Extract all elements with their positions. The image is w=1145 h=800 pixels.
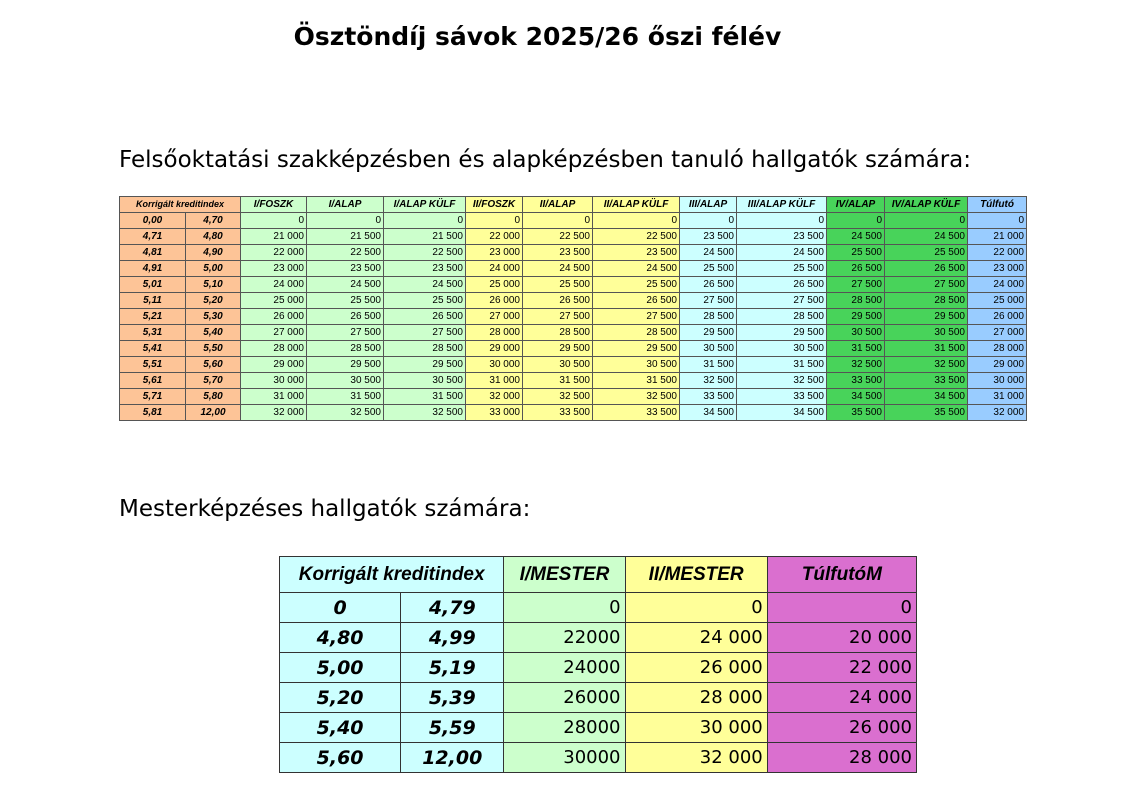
amount-cell: 31 500 bbox=[593, 373, 680, 389]
amount-cell: 0 bbox=[737, 213, 827, 229]
kreditindex-cell: 4,80 bbox=[186, 229, 241, 245]
kreditindex-cell: 5,60 bbox=[186, 357, 241, 373]
table-row bbox=[120, 405, 1027, 421]
amount-cell: 0 bbox=[504, 593, 625, 623]
amount-cell: 30 500 bbox=[827, 325, 885, 341]
amount-cell: 30 500 bbox=[307, 373, 384, 389]
amount-cell: 28 500 bbox=[827, 293, 885, 309]
amount-cell: 31 500 bbox=[307, 389, 384, 405]
bachelor-scholarship-table bbox=[119, 196, 1027, 421]
amount-cell: 21 500 bbox=[307, 229, 384, 245]
amount-cell: 0 bbox=[307, 213, 384, 229]
column-header: I/ALAP KÜLF bbox=[384, 197, 466, 213]
amount-cell: 25 500 bbox=[523, 277, 593, 293]
amount-cell: 30000 bbox=[504, 743, 625, 773]
kreditindex-cell: 4,90 bbox=[186, 245, 241, 261]
amount-cell: 32 500 bbox=[523, 389, 593, 405]
amount-cell: 29 500 bbox=[737, 325, 827, 341]
amount-cell: 0 bbox=[593, 213, 680, 229]
column-header: IV/ALAP KÜLF bbox=[885, 197, 968, 213]
amount-cell: 32 500 bbox=[737, 373, 827, 389]
amount-cell: 25 500 bbox=[827, 245, 885, 261]
amount-cell: 28 500 bbox=[737, 309, 827, 325]
kreditindex-cell: 5,40 bbox=[186, 325, 241, 341]
page-title: Ösztöndíj sávok 2025/26 őszi félév bbox=[293, 22, 782, 51]
amount-cell: 29 500 bbox=[827, 309, 885, 325]
column-header: III/ALAP bbox=[680, 197, 737, 213]
amount-cell: 32 500 bbox=[885, 357, 968, 373]
amount-cell: 28 500 bbox=[885, 293, 968, 309]
kreditindex-cell: 5,41 bbox=[120, 341, 186, 357]
amount-cell: 32 500 bbox=[384, 405, 466, 421]
amount-cell: 27 000 bbox=[241, 325, 307, 341]
column-header: I/ALAP bbox=[307, 197, 384, 213]
amount-cell: 33 500 bbox=[827, 373, 885, 389]
amount-cell: 26 500 bbox=[680, 277, 737, 293]
amount-cell: 31 500 bbox=[827, 341, 885, 357]
amount-cell: 22 500 bbox=[384, 245, 466, 261]
amount-cell: 23 500 bbox=[737, 229, 827, 245]
table-row bbox=[280, 653, 917, 683]
table-row bbox=[120, 341, 1027, 357]
kreditindex-cell: 12,00 bbox=[401, 743, 504, 773]
table-row bbox=[120, 245, 1027, 261]
amount-cell: 0 bbox=[827, 213, 885, 229]
amount-cell: 26 500 bbox=[737, 277, 827, 293]
amount-cell: 27 000 bbox=[968, 325, 1027, 341]
amount-cell: 31 500 bbox=[680, 357, 737, 373]
table-header-row bbox=[280, 557, 917, 593]
kreditindex-cell: 5,31 bbox=[120, 325, 186, 341]
amount-cell: 24 000 bbox=[625, 623, 767, 653]
amount-cell: 24 000 bbox=[767, 683, 916, 713]
amount-cell: 25 500 bbox=[593, 277, 680, 293]
kreditindex-cell: 5,20 bbox=[186, 293, 241, 309]
kreditindex-cell: 5,80 bbox=[186, 389, 241, 405]
amount-cell: 28 500 bbox=[523, 325, 593, 341]
amount-cell: 26 500 bbox=[593, 293, 680, 309]
kreditindex-cell: 5,60 bbox=[280, 743, 401, 773]
kreditindex-cell: 0,00 bbox=[120, 213, 186, 229]
column-header: Túlfutó bbox=[968, 197, 1027, 213]
amount-cell: 29 500 bbox=[593, 341, 680, 357]
amount-cell: 26 000 bbox=[625, 653, 767, 683]
amount-cell: 33 500 bbox=[737, 389, 827, 405]
amount-cell: 34 500 bbox=[885, 389, 968, 405]
amount-cell: 33 500 bbox=[885, 373, 968, 389]
amount-cell: 25 000 bbox=[466, 277, 523, 293]
amount-cell: 25 500 bbox=[384, 293, 466, 309]
amount-cell: 26 000 bbox=[767, 713, 916, 743]
amount-cell: 34 500 bbox=[827, 389, 885, 405]
amount-cell: 22 500 bbox=[593, 229, 680, 245]
amount-cell: 28 000 bbox=[767, 743, 916, 773]
amount-cell: 24 500 bbox=[680, 245, 737, 261]
amount-cell: 31 000 bbox=[968, 389, 1027, 405]
table-row bbox=[280, 623, 917, 653]
amount-cell: 35 500 bbox=[885, 405, 968, 421]
amount-cell: 26 500 bbox=[827, 261, 885, 277]
amount-cell: 30 000 bbox=[968, 373, 1027, 389]
amount-cell: 23 500 bbox=[523, 245, 593, 261]
column-header: TúlfutóM bbox=[767, 557, 916, 593]
amount-cell: 26 000 bbox=[241, 309, 307, 325]
amount-cell: 26 000 bbox=[968, 309, 1027, 325]
amount-cell: 32 000 bbox=[241, 405, 307, 421]
amount-cell: 27 500 bbox=[827, 277, 885, 293]
column-header: II/ALAP KÜLF bbox=[593, 197, 680, 213]
amount-cell: 22 000 bbox=[767, 653, 916, 683]
amount-cell: 28 000 bbox=[241, 341, 307, 357]
amount-cell: 29 000 bbox=[968, 357, 1027, 373]
column-header: IV/ALAP bbox=[827, 197, 885, 213]
kreditindex-cell: 5,71 bbox=[120, 389, 186, 405]
amount-cell: 33 500 bbox=[523, 405, 593, 421]
amount-cell: 30 500 bbox=[523, 357, 593, 373]
amount-cell: 29 000 bbox=[241, 357, 307, 373]
amount-cell: 30 000 bbox=[466, 357, 523, 373]
amount-cell: 27 500 bbox=[384, 325, 466, 341]
amount-cell: 28 500 bbox=[384, 341, 466, 357]
table-row bbox=[120, 261, 1027, 277]
amount-cell: 23 000 bbox=[241, 261, 307, 277]
amount-cell: 27 500 bbox=[885, 277, 968, 293]
amount-cell: 26 500 bbox=[384, 309, 466, 325]
amount-cell: 25 000 bbox=[968, 293, 1027, 309]
kreditindex-cell: 5,11 bbox=[120, 293, 186, 309]
amount-cell: 29 500 bbox=[885, 309, 968, 325]
amount-cell: 0 bbox=[384, 213, 466, 229]
amount-cell: 23 000 bbox=[968, 261, 1027, 277]
kreditindex-cell: 5,00 bbox=[280, 653, 401, 683]
amount-cell: 27 500 bbox=[680, 293, 737, 309]
kreditindex-cell: 5,61 bbox=[120, 373, 186, 389]
amount-cell: 24000 bbox=[504, 653, 625, 683]
amount-cell: 31 000 bbox=[466, 373, 523, 389]
table-row bbox=[120, 373, 1027, 389]
column-header: I/MESTER bbox=[504, 557, 625, 593]
amount-cell: 0 bbox=[241, 213, 307, 229]
amount-cell: 32 000 bbox=[466, 389, 523, 405]
table-row bbox=[120, 213, 1027, 229]
amount-cell: 24 000 bbox=[466, 261, 523, 277]
table-header-row bbox=[120, 197, 1027, 213]
amount-cell: 33 500 bbox=[593, 405, 680, 421]
amount-cell: 31 500 bbox=[384, 389, 466, 405]
amount-cell: 22000 bbox=[504, 623, 625, 653]
amount-cell: 24 500 bbox=[737, 245, 827, 261]
table-row bbox=[120, 357, 1027, 373]
amount-cell: 35 500 bbox=[827, 405, 885, 421]
amount-cell: 24 500 bbox=[593, 261, 680, 277]
amount-cell: 26 500 bbox=[307, 309, 384, 325]
amount-cell: 28000 bbox=[504, 713, 625, 743]
section-heading-master: Mesterképzéses hallgatók számára: bbox=[119, 496, 531, 522]
column-header: Korrigált kreditindex bbox=[120, 197, 241, 213]
amount-cell: 29 500 bbox=[384, 357, 466, 373]
amount-cell: 32 000 bbox=[625, 743, 767, 773]
kreditindex-cell: 5,40 bbox=[280, 713, 401, 743]
amount-cell: 22 000 bbox=[968, 245, 1027, 261]
table-row bbox=[120, 325, 1027, 341]
amount-cell: 26 000 bbox=[466, 293, 523, 309]
amount-cell: 24 500 bbox=[885, 229, 968, 245]
kreditindex-cell: 5,00 bbox=[186, 261, 241, 277]
amount-cell: 21 000 bbox=[968, 229, 1027, 245]
column-header: II/MESTER bbox=[625, 557, 767, 593]
kreditindex-cell: 5,10 bbox=[186, 277, 241, 293]
amount-cell: 21 000 bbox=[241, 229, 307, 245]
kreditindex-cell: 5,30 bbox=[186, 309, 241, 325]
amount-cell: 28 000 bbox=[625, 683, 767, 713]
amount-cell: 22 000 bbox=[241, 245, 307, 261]
table-row bbox=[280, 593, 917, 623]
kreditindex-cell: 5,81 bbox=[120, 405, 186, 421]
amount-cell: 31 500 bbox=[885, 341, 968, 357]
amount-cell: 25 500 bbox=[885, 245, 968, 261]
kreditindex-cell: 4,91 bbox=[120, 261, 186, 277]
amount-cell: 28 500 bbox=[307, 341, 384, 357]
column-header: I/FOSZK bbox=[241, 197, 307, 213]
amount-cell: 30 500 bbox=[680, 341, 737, 357]
table-row bbox=[280, 683, 917, 713]
amount-cell: 32 500 bbox=[827, 357, 885, 373]
amount-cell: 22 000 bbox=[466, 229, 523, 245]
amount-cell: 30 500 bbox=[885, 325, 968, 341]
amount-cell: 28 000 bbox=[466, 325, 523, 341]
table-row bbox=[280, 743, 917, 773]
kreditindex-cell: 5,19 bbox=[401, 653, 504, 683]
amount-cell: 23 500 bbox=[680, 229, 737, 245]
amount-cell: 26 500 bbox=[523, 293, 593, 309]
amount-cell: 28 000 bbox=[968, 341, 1027, 357]
amount-cell: 24 500 bbox=[827, 229, 885, 245]
kreditindex-cell: 4,79 bbox=[401, 593, 504, 623]
amount-cell: 26000 bbox=[504, 683, 625, 713]
amount-cell: 29 500 bbox=[307, 357, 384, 373]
table-row bbox=[120, 389, 1027, 405]
amount-cell: 23 500 bbox=[384, 261, 466, 277]
amount-cell: 32 500 bbox=[680, 373, 737, 389]
kreditindex-cell: 5,20 bbox=[280, 683, 401, 713]
kreditindex-cell: 5,01 bbox=[120, 277, 186, 293]
amount-cell: 31 500 bbox=[523, 373, 593, 389]
column-header: III/ALAP KÜLF bbox=[737, 197, 827, 213]
amount-cell: 0 bbox=[680, 213, 737, 229]
amount-cell: 22 500 bbox=[523, 229, 593, 245]
amount-cell: 32 000 bbox=[968, 405, 1027, 421]
kreditindex-cell: 4,81 bbox=[120, 245, 186, 261]
amount-cell: 0 bbox=[968, 213, 1027, 229]
amount-cell: 0 bbox=[885, 213, 968, 229]
amount-cell: 27 000 bbox=[466, 309, 523, 325]
amount-cell: 23 500 bbox=[307, 261, 384, 277]
kreditindex-cell: 5,21 bbox=[120, 309, 186, 325]
column-header: Korrigált kreditindex bbox=[280, 557, 504, 593]
amount-cell: 24 000 bbox=[968, 277, 1027, 293]
table-row bbox=[120, 229, 1027, 245]
amount-cell: 26 500 bbox=[885, 261, 968, 277]
kreditindex-cell: 5,51 bbox=[120, 357, 186, 373]
amount-cell: 20 000 bbox=[767, 623, 916, 653]
amount-cell: 23 500 bbox=[593, 245, 680, 261]
amount-cell: 33 000 bbox=[466, 405, 523, 421]
amount-cell: 29 000 bbox=[466, 341, 523, 357]
table-row bbox=[120, 277, 1027, 293]
amount-cell: 31 500 bbox=[737, 357, 827, 373]
amount-cell: 34 500 bbox=[680, 405, 737, 421]
amount-cell: 29 500 bbox=[680, 325, 737, 341]
amount-cell: 24 500 bbox=[523, 261, 593, 277]
kreditindex-cell: 5,59 bbox=[401, 713, 504, 743]
amount-cell: 30 000 bbox=[625, 713, 767, 743]
amount-cell: 29 500 bbox=[523, 341, 593, 357]
amount-cell: 32 500 bbox=[307, 405, 384, 421]
amount-cell: 24 500 bbox=[307, 277, 384, 293]
amount-cell: 30 500 bbox=[593, 357, 680, 373]
kreditindex-cell: 5,70 bbox=[186, 373, 241, 389]
column-header: II/ALAP bbox=[523, 197, 593, 213]
amount-cell: 25 500 bbox=[680, 261, 737, 277]
amount-cell: 27 500 bbox=[737, 293, 827, 309]
amount-cell: 32 500 bbox=[593, 389, 680, 405]
amount-cell: 28 500 bbox=[593, 325, 680, 341]
amount-cell: 30 000 bbox=[241, 373, 307, 389]
kreditindex-cell: 4,71 bbox=[120, 229, 186, 245]
table-row bbox=[120, 309, 1027, 325]
section-heading-bachelor: Felsőoktatási szakképzésben és alapképzésben tanuló hallgatók számára: bbox=[119, 147, 971, 173]
amount-cell: 25 000 bbox=[241, 293, 307, 309]
table-row bbox=[120, 293, 1027, 309]
amount-cell: 33 500 bbox=[680, 389, 737, 405]
kreditindex-cell: 0 bbox=[280, 593, 401, 623]
amount-cell: 30 500 bbox=[737, 341, 827, 357]
table-row bbox=[280, 713, 917, 743]
amount-cell: 27 500 bbox=[307, 325, 384, 341]
amount-cell: 24 500 bbox=[384, 277, 466, 293]
amount-cell: 23 000 bbox=[466, 245, 523, 261]
amount-cell: 22 500 bbox=[307, 245, 384, 261]
amount-cell: 0 bbox=[523, 213, 593, 229]
kreditindex-cell: 4,99 bbox=[401, 623, 504, 653]
amount-cell: 25 500 bbox=[737, 261, 827, 277]
kreditindex-cell: 4,70 bbox=[186, 213, 241, 229]
amount-cell: 24 000 bbox=[241, 277, 307, 293]
kreditindex-cell: 4,80 bbox=[280, 623, 401, 653]
amount-cell: 0 bbox=[767, 593, 916, 623]
amount-cell: 27 500 bbox=[593, 309, 680, 325]
amount-cell: 31 000 bbox=[241, 389, 307, 405]
kreditindex-cell: 5,50 bbox=[186, 341, 241, 357]
amount-cell: 0 bbox=[625, 593, 767, 623]
column-header: II/FOSZK bbox=[466, 197, 523, 213]
master-scholarship-table bbox=[279, 556, 917, 773]
kreditindex-cell: 12,00 bbox=[186, 405, 241, 421]
amount-cell: 21 500 bbox=[384, 229, 466, 245]
amount-cell: 28 500 bbox=[680, 309, 737, 325]
amount-cell: 30 500 bbox=[384, 373, 466, 389]
kreditindex-cell: 5,39 bbox=[401, 683, 504, 713]
amount-cell: 27 500 bbox=[523, 309, 593, 325]
amount-cell: 34 500 bbox=[737, 405, 827, 421]
amount-cell: 25 500 bbox=[307, 293, 384, 309]
amount-cell: 0 bbox=[466, 213, 523, 229]
